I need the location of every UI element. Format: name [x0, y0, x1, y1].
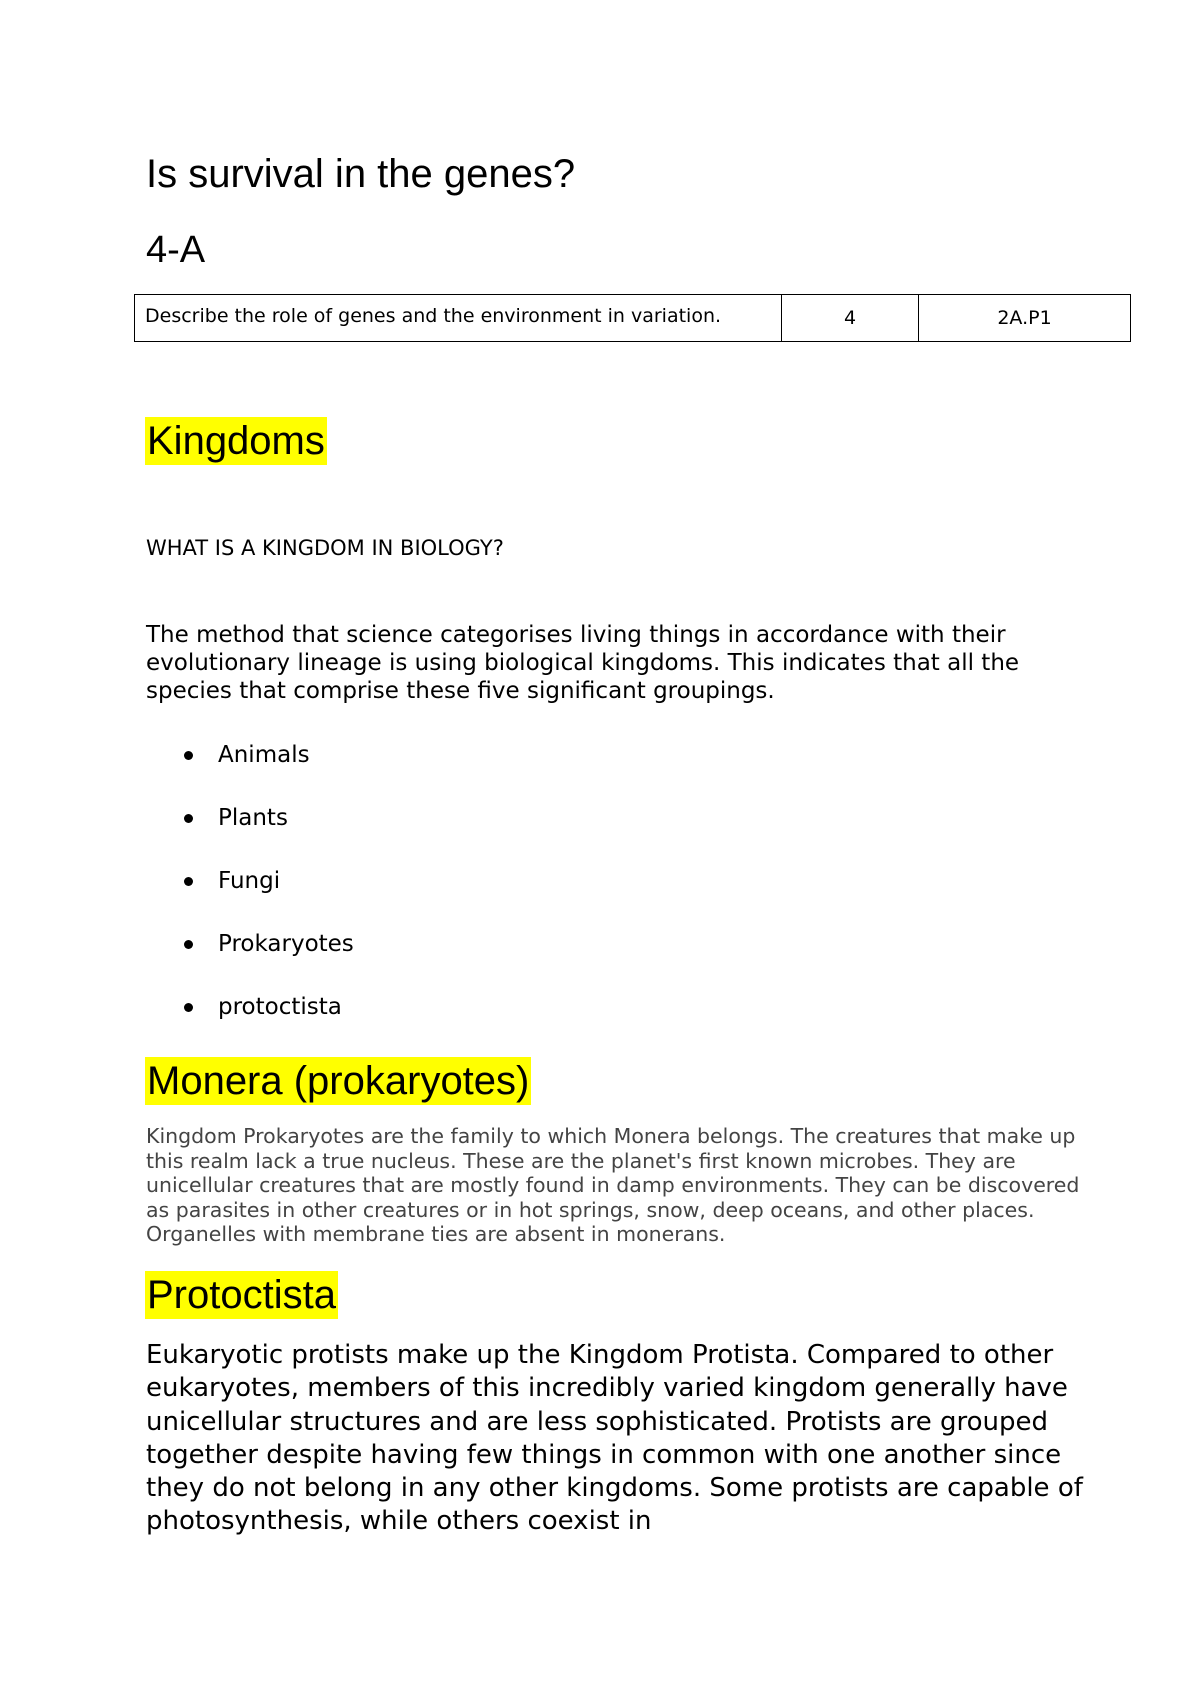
- unit-label: 4-A: [146, 229, 206, 271]
- monera-heading: [145, 1054, 531, 1108]
- list-item-label: Fungi: [218, 868, 281, 894]
- list-item: [146, 992, 354, 1055]
- kingdoms-heading-text: Kingdoms: [147, 419, 325, 463]
- criteria-row: [135, 295, 1131, 342]
- kingdoms-heading: [145, 414, 327, 468]
- kingdoms-intro: The method that science categorises living things in accordance with their evolutionary lineage is using biological kingdoms. This indicates that all the species that comprise these five significant groupings.: [146, 622, 1020, 704]
- list-item: [146, 866, 354, 929]
- bullet-icon: [184, 751, 193, 760]
- criteria-description: Describe the role of genes and the environment in variation.: [135, 295, 782, 342]
- bullet-icon: [184, 1003, 193, 1012]
- kingdom-list: [146, 740, 354, 1055]
- bullet-icon: [184, 940, 193, 949]
- criteria-table: [134, 294, 1131, 342]
- protoctista-heading: [145, 1268, 338, 1322]
- list-item: [146, 803, 354, 866]
- criteria-code: 2A.P1: [919, 295, 1131, 342]
- list-item-label: Animals: [218, 742, 310, 768]
- protoctista-paragraph: Eukaryotic protists make up the Kingdom Protista. Compared to other eukaryotes, members of this incredibly varied kingdom generally have unicellular structures and are less sophisticated. Protists are grouped together despite having few things in common with one another since they do not belong in any other kingdoms. Some protists are capable of photosynthesis, while others coexist in: [146, 1340, 1083, 1537]
- list-item-label: Plants: [218, 805, 288, 831]
- criteria-number: 4: [782, 295, 919, 342]
- kingdom-question: WHAT IS A KINGDOM IN BIOLOGY?: [146, 536, 504, 560]
- bullet-icon: [184, 814, 193, 823]
- list-item: [146, 740, 354, 803]
- document-title: Is survival in the genes?: [146, 152, 576, 196]
- protoctista-heading-text: Protoctista: [147, 1273, 336, 1317]
- monera-heading-text: Monera (prokaryotes): [147, 1059, 530, 1103]
- monera-paragraph: Kingdom Prokaryotes are the family to which Monera belongs. The creatures that make up this realm lack a true nucleus. These are the planet's first known microbes. They are unicellular creatures that are mostly found in damp environments. They can be discovered as parasites in other creatures or in hot springs, snow, deep oceans, and other places. Organelles with membrane ties are absent in monerans.: [146, 1124, 1080, 1247]
- list-item-label: Prokaryotes: [218, 931, 354, 957]
- list-item: [146, 929, 354, 992]
- list-item-label: protoctista: [218, 994, 342, 1020]
- bullet-icon: [184, 877, 193, 886]
